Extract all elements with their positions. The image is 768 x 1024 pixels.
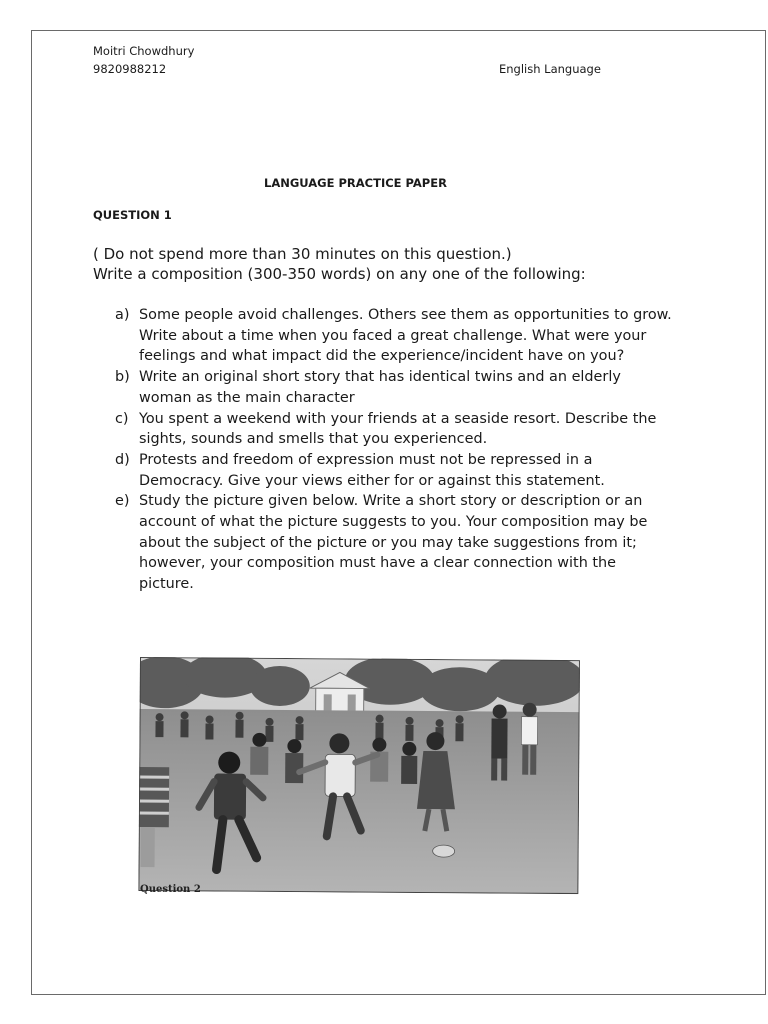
author-phone: 9820988212 — [93, 62, 167, 76]
option-e — [115, 491, 675, 595]
option-list — [115, 305, 675, 595]
option-text: Some people avoid challenges. Others see them as opportunities to grow. Write about a time when you faced a great challenge. What were your feelings and what impact did the experience/incident have on you? — [139, 307, 672, 365]
option-b — [115, 367, 675, 408]
option-marker: d) — [115, 451, 130, 468]
subject-label: English Language — [499, 62, 601, 76]
children-playing-photo — [138, 657, 580, 894]
option-c — [115, 409, 675, 450]
option-text: Study the picture given below. Write a short story or description or an account of what the picture suggests to you. Your composition may be about the subject of the picture or you may take suggestions from it; however, your composition must have a clear connection with the picture. — [139, 493, 648, 593]
option-marker: e) — [115, 493, 130, 510]
instructions — [93, 244, 586, 284]
photo-caption: Question 2 — [140, 884, 201, 895]
question-label: QUESTION 1 — [93, 208, 172, 222]
option-d — [115, 450, 675, 491]
option-marker: a) — [115, 307, 130, 323]
option-text: Protests and freedom of expression must not be repressed in a Democracy. Give your views either for or against this statement. — [139, 451, 605, 489]
paper-title: LANGUAGE PRACTICE PAPER — [264, 176, 447, 190]
photo-illustration — [138, 657, 580, 894]
task-instruction: Write a composition (300-350 words) on any one of the following: — [93, 265, 586, 283]
option-text: Write an original short story that has identical twins and an elderly woman as the main character — [139, 369, 621, 406]
option-marker: c) — [115, 410, 129, 427]
time-instruction: ( Do not spend more than 30 minutes on this question.) — [93, 245, 512, 263]
option-text: You spent a weekend with your friends at a seaside resort. Describe the sights, sounds and smells that you experienced. — [139, 410, 657, 448]
author-name: Moitri Chowdhury — [93, 44, 195, 58]
option-a — [115, 305, 675, 367]
option-marker: b) — [115, 369, 130, 386]
